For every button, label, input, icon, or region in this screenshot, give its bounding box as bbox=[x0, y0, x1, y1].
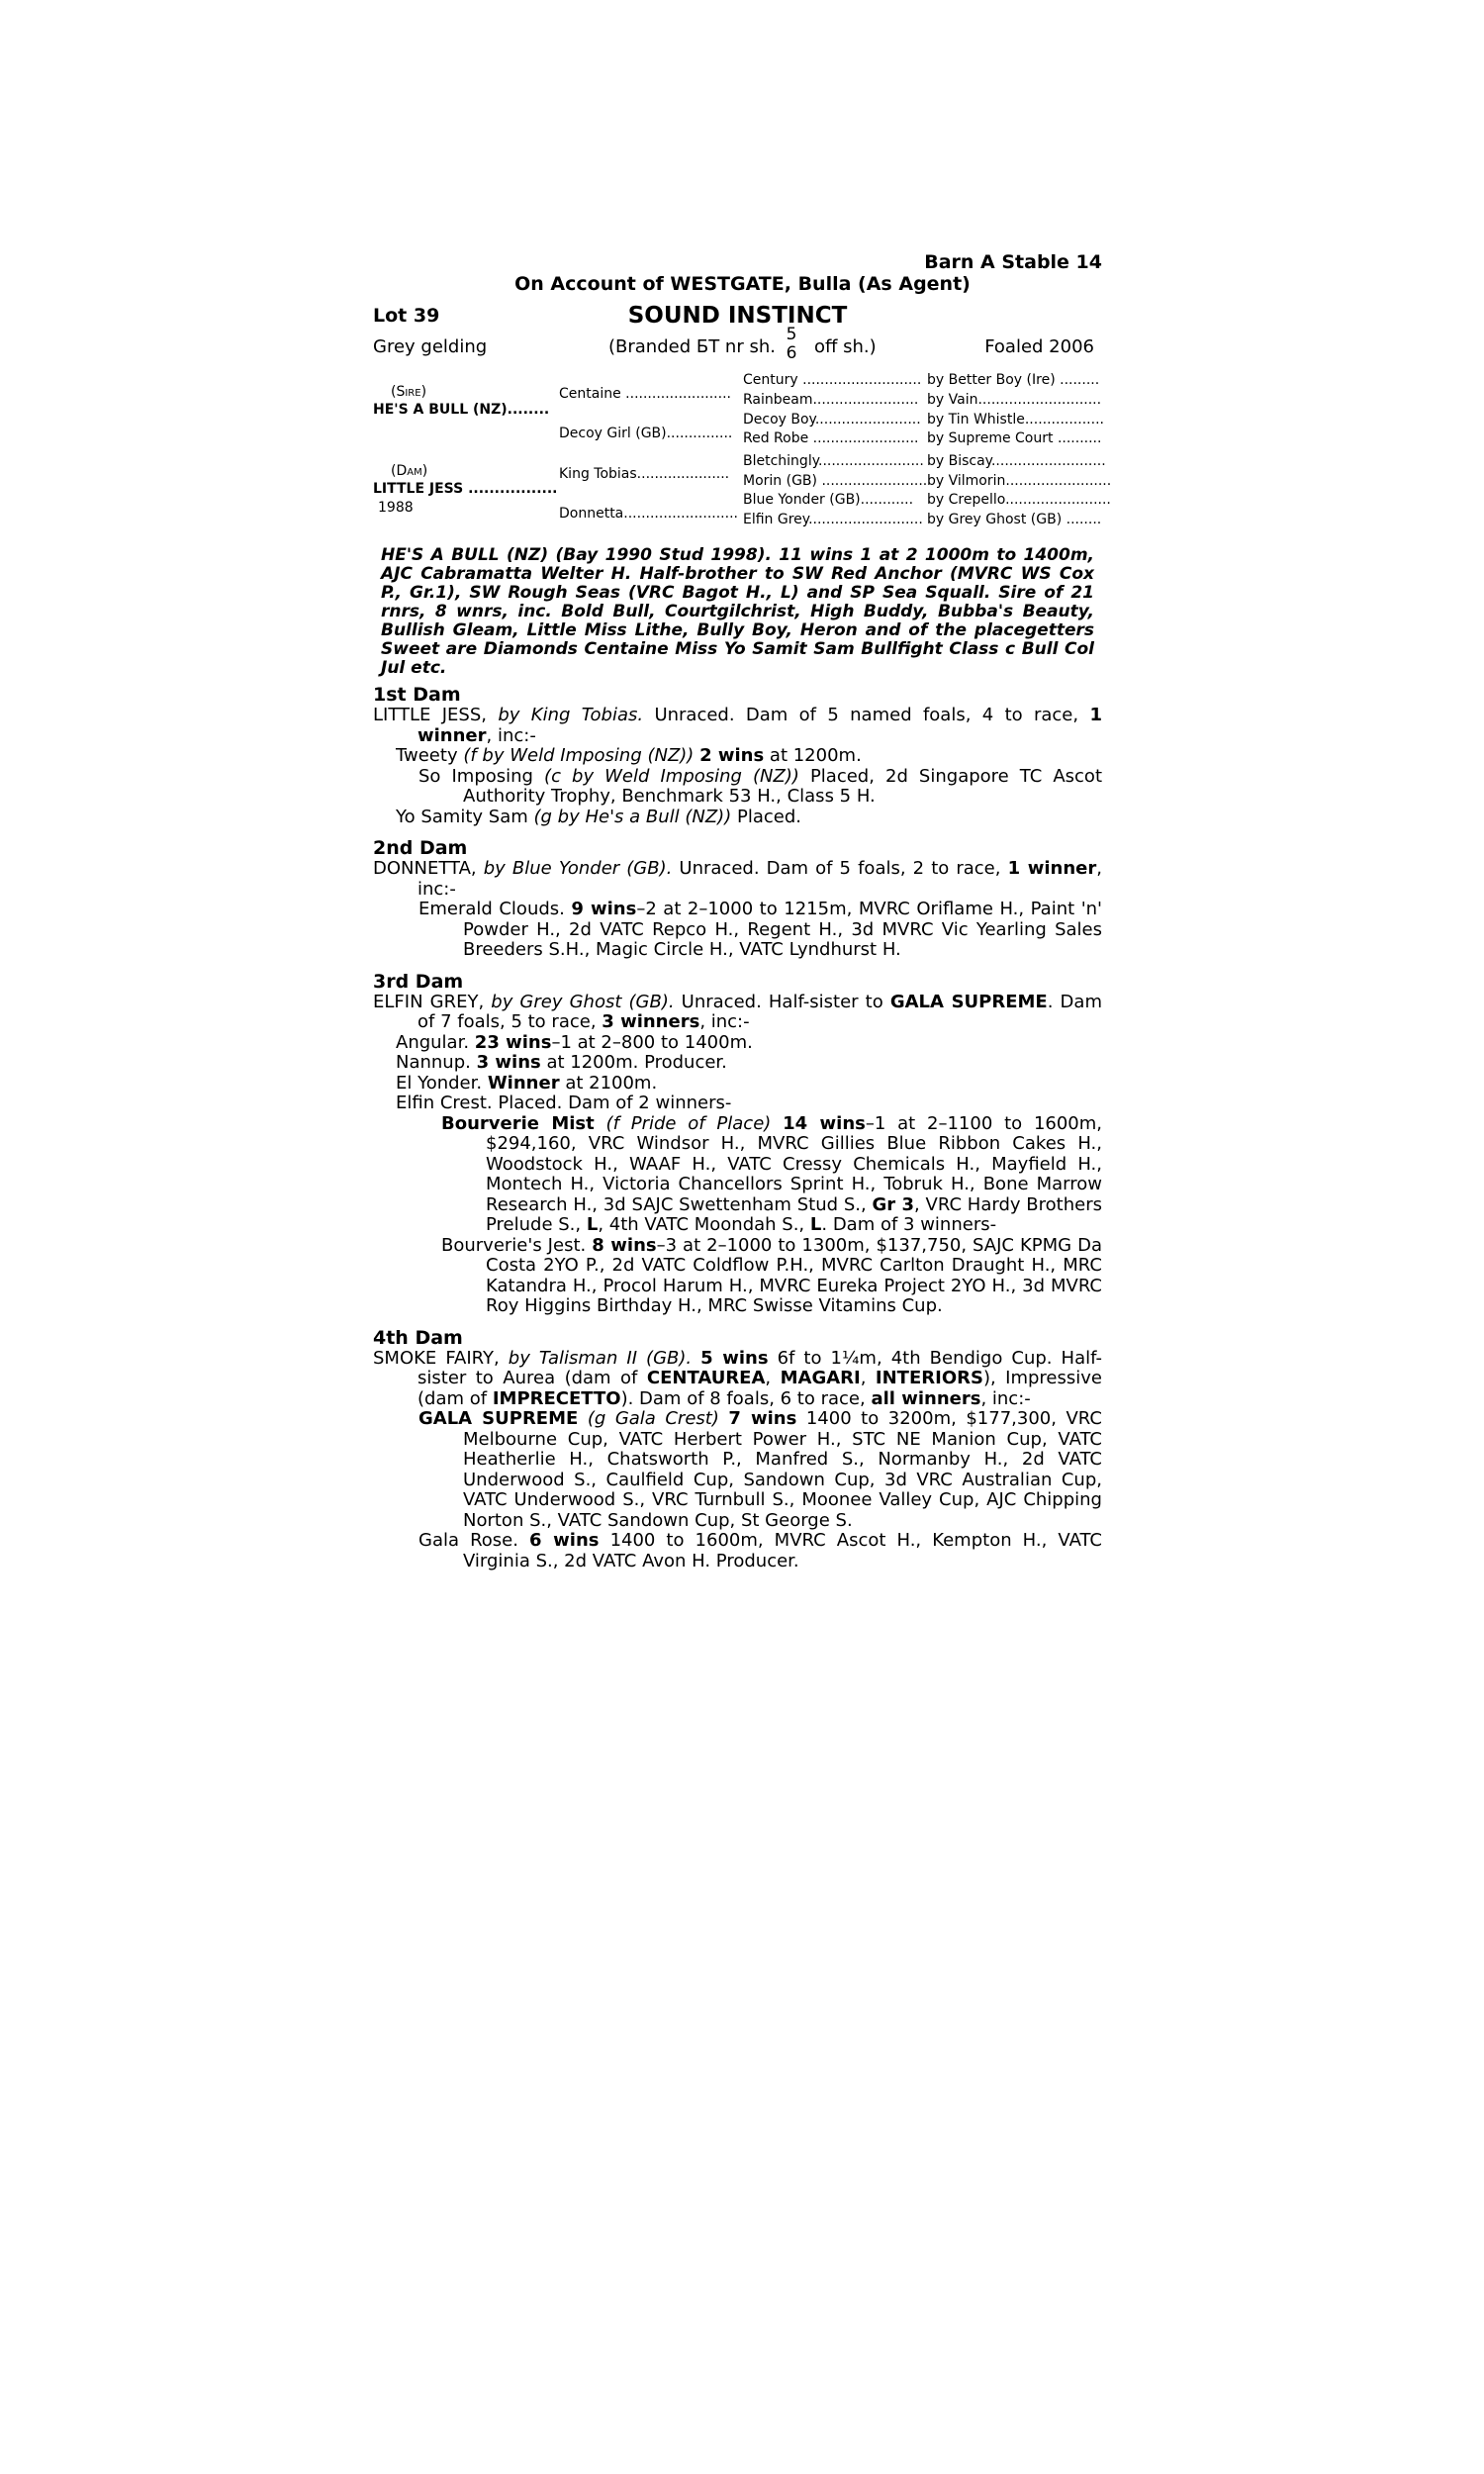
progeny-name: Bourverie Mist bbox=[441, 1112, 595, 1134]
dam-dam-text: Donnetta bbox=[559, 506, 624, 522]
progeny-record: –2 at 2–1000 to 1215m, MVRC Oriflame H., Paint 'n' Powder H., 2d VATC Repco H., Regent H., 3d MVRC Vic Yearling Sales Breeders S.H., Magic Circle H., VATC Lyndhurst H. bbox=[463, 899, 1102, 960]
dam4-bold-5: all winners bbox=[871, 1387, 981, 1409]
ds-sire-sire: by Biscay.......................... bbox=[927, 453, 1106, 469]
catalogue-page bbox=[373, 251, 1112, 1571]
ss-dam-text: Rainbeam bbox=[743, 392, 813, 408]
dd-sire-sire-text: by Crepello bbox=[927, 492, 1006, 508]
dam2-rest: Unraced. Dam of 5 foals, 2 to race, bbox=[679, 858, 1001, 879]
progeny-record: Placed, 2d Singapore TC Ascot Authority Trophy, Benchmark 53 H., Class 5 H. bbox=[463, 765, 1102, 807]
pedigree-table bbox=[373, 372, 1112, 540]
barn-stable: Barn A Stable 14 bbox=[924, 251, 1102, 273]
sd-sire-text: Decoy Boy bbox=[743, 412, 815, 428]
brand-fraction bbox=[784, 326, 799, 363]
progeny-name: Tweety bbox=[396, 745, 458, 766]
dd-sire-text: Blue Yonder (GB) bbox=[743, 492, 861, 508]
fourth-dam-heading: 4th Dam bbox=[373, 1326, 463, 1349]
dam4-rest3: ). Dam of 8 foals, 6 to race, bbox=[620, 1387, 866, 1409]
second-dam-heading: 2nd Dam bbox=[373, 837, 468, 859]
progeny-record: 1400 to 1600m, MVRC Ascot H., Kempton H., VATC Virginia S., 2d VATC Avon H. Producer. bbox=[463, 1530, 1102, 1571]
dam3-name: ELFIN GREY, bbox=[373, 991, 485, 1012]
sire-dam: Decoy Girl (GB)............... bbox=[559, 426, 733, 441]
progeny-record: at 1200m. Producer. bbox=[546, 1052, 727, 1073]
dam4-by: by Talisman II (GB). bbox=[508, 1347, 693, 1369]
progeny-name: GALA SUPREME bbox=[418, 1408, 579, 1429]
progeny-entry bbox=[373, 767, 1102, 808]
progeny-record: –1 at 2–800 to 1400m. bbox=[551, 1031, 753, 1053]
lot-row bbox=[373, 303, 1102, 333]
sire-name-text: HE'S A BULL (NZ) bbox=[373, 402, 508, 418]
second-dam-intro bbox=[373, 859, 1102, 900]
listed-mark: L bbox=[586, 1214, 599, 1235]
progeny-entry bbox=[373, 808, 1102, 828]
dam2-name: DONNETTA, bbox=[373, 858, 477, 879]
dam-dam: Donnetta.......................... bbox=[559, 506, 738, 522]
dam4-wins: 5 wins bbox=[700, 1347, 769, 1369]
listed-mark: L bbox=[809, 1214, 822, 1235]
progeny-entry bbox=[373, 900, 1102, 961]
fourth-dam-intro bbox=[373, 1349, 1102, 1410]
progeny-entry bbox=[373, 1074, 1102, 1094]
brand-text: (Branded БT nr sh. bbox=[608, 336, 776, 357]
dam2-winners: 1 winner bbox=[1007, 858, 1097, 879]
dd-sire: Blue Yonder (GB)............ bbox=[743, 492, 914, 508]
progeny-wins: 14 wins bbox=[783, 1112, 866, 1134]
progeny-record-2: , VRC Hardy Brothers Prelude S., bbox=[486, 1193, 1102, 1235]
dam3-by: by Grey Ghost (GB). bbox=[491, 991, 675, 1012]
progeny-wins: 7 wins bbox=[728, 1408, 797, 1429]
progeny-pedigree: (f Pride of Place) bbox=[605, 1112, 772, 1134]
ss-sire-text: Century bbox=[743, 372, 798, 388]
progeny-name: Gala Rose. bbox=[418, 1530, 518, 1551]
first-dam-intro bbox=[373, 706, 1102, 746]
dam3-rest: Unraced. Half-sister to bbox=[681, 991, 883, 1012]
dd-sire-sire: by Crepello........................ bbox=[927, 492, 1111, 508]
sire-sire: Centaine ........................ bbox=[559, 386, 731, 402]
dam-label: (Dam) bbox=[391, 463, 428, 479]
sd-dam-sire-text: by Supreme Court bbox=[927, 430, 1054, 446]
sd-dam: Red Robe ........................ bbox=[743, 430, 919, 446]
sd-sire: Decoy Boy........................ bbox=[743, 412, 921, 428]
ss-sire-sire-text: by Better Boy (Ire) bbox=[927, 372, 1056, 388]
sire-dam-text: Decoy Girl (GB) bbox=[559, 426, 667, 441]
progeny-record: at 1200m. bbox=[769, 745, 862, 766]
ss-sire-sire: by Better Boy (Ire) ......... bbox=[927, 372, 1100, 388]
progeny-entry bbox=[373, 1033, 1102, 1054]
progeny-record: at 2100m. bbox=[565, 1072, 658, 1094]
progeny-name: Emerald Clouds. bbox=[418, 899, 565, 919]
sire-label: (Sire) bbox=[391, 384, 427, 400]
ss-sire: Century ........................... bbox=[743, 372, 922, 388]
ds-sire-sire-text: by Biscay bbox=[927, 453, 991, 469]
third-dam-intro bbox=[373, 993, 1102, 1033]
progeny-entry bbox=[373, 1053, 1102, 1074]
dam2-by: by Blue Yonder (GB). bbox=[483, 858, 673, 879]
dam4-end: , inc:- bbox=[980, 1387, 1031, 1409]
sire-name: HE'S A BULL (NZ)........ bbox=[373, 402, 550, 418]
ss-dam: Rainbeam........................ bbox=[743, 392, 919, 408]
horse-description-row bbox=[373, 325, 1102, 372]
brand-top: 5 bbox=[786, 325, 797, 344]
dam1-winners: 1 winner bbox=[417, 705, 1102, 746]
progeny-record: –1 at 2–1100 to 1600m, $294,160, VRC Windsor H., MVRC Gillies Blue Ribbon Cakes H., Woodstock H., WAAF H., VATC Cressy Chemicals H., Mayfield H., Montech H., Victoria Chancellors Sprint H., Tobruk H., Bone Marrow Research H., 3d SAJC Swettenham Stud S., bbox=[486, 1112, 1103, 1215]
progeny-record: –3 at 2–1000 to 1300m, $137,750, SAJC KPMG Da Costa 2YO P., 2d VATC Coldflow P.H., MVRC Carlton Draught H., MRC Katandra H., Procol Harum H., MVRC Eureka Project 2YO H., 3d MVRC Roy Higgins Birthday H., MRC Swisse Vitamins Cup. bbox=[486, 1234, 1102, 1316]
dd-dam: Elfin Grey.......................... bbox=[743, 512, 923, 527]
dam3-rest2: . Dam of 7 foals, 5 to race, bbox=[417, 991, 1102, 1032]
dam4-bold-3: INTERIORS bbox=[875, 1368, 983, 1388]
progeny-name: Nannup. bbox=[396, 1052, 471, 1073]
foaled-year: Foaled 2006 bbox=[984, 336, 1094, 357]
dam3-end: , inc:- bbox=[699, 1011, 750, 1032]
dd-dam-text: Elfin Grey bbox=[743, 512, 809, 527]
progeny-entry bbox=[373, 746, 1102, 767]
progeny-name: Bourverie's Jest. bbox=[441, 1234, 587, 1256]
progeny-record-3: , 4th VATC Moondah S., bbox=[598, 1214, 805, 1235]
progeny-entry bbox=[373, 1409, 1102, 1531]
progeny-wins: 6 wins bbox=[529, 1530, 600, 1551]
dam-sire-text: King Tobias bbox=[559, 466, 637, 482]
progeny-name: Angular. bbox=[396, 1031, 470, 1053]
dd-dam-sire-text: by Grey Ghost (GB) bbox=[927, 512, 1063, 527]
sd-dam-sire: by Supreme Court .......... bbox=[927, 430, 1102, 446]
progeny-record: Placed. bbox=[736, 806, 801, 827]
ds-sire-text: Bletchingly bbox=[743, 453, 818, 469]
dam4-bold-2: MAGARI bbox=[780, 1368, 861, 1388]
progeny-record-4: . Dam of 3 winners- bbox=[821, 1214, 997, 1235]
ds-dam-sire: by Vilmorin........................ bbox=[927, 473, 1112, 489]
ds-dam-text: Morin (GB) bbox=[743, 473, 817, 489]
progeny-name: Yo Samity Sam bbox=[396, 806, 528, 827]
ss-dam-sire: by Vain............................ bbox=[927, 392, 1102, 408]
sd-dam-text: Red Robe bbox=[743, 430, 809, 446]
dam4-name: SMOKE FAIRY, bbox=[373, 1347, 500, 1369]
progeny-wins: 8 wins bbox=[592, 1234, 657, 1256]
sex-colour: Grey gelding bbox=[373, 336, 488, 357]
progeny-name: So Imposing bbox=[418, 765, 533, 787]
progeny-wins: 2 wins bbox=[699, 745, 765, 766]
dam-name-text: LITTLE JESS bbox=[373, 481, 464, 497]
group-grade: Gr 3 bbox=[872, 1193, 915, 1215]
grand-progeny-entry bbox=[373, 1114, 1102, 1236]
dam-year: 1988 bbox=[378, 500, 414, 516]
third-dam-heading: 3rd Dam bbox=[373, 970, 464, 993]
ds-sire: Bletchingly........................ bbox=[743, 453, 924, 469]
ds-dam: Morin (GB) ........................ bbox=[743, 473, 928, 489]
first-dam-heading: 1st Dam bbox=[373, 684, 461, 706]
dam1-rest: Unraced. Dam of 5 named foals, 4 to race, bbox=[654, 705, 1079, 725]
dam4-sep-2: , bbox=[860, 1368, 867, 1388]
progeny-pedigree: (c by Weld Imposing (NZ)) bbox=[544, 765, 799, 787]
sd-sire-sire-text: by Tin Whistle bbox=[927, 412, 1025, 428]
dam3-half-sibling: GALA SUPREME bbox=[889, 991, 1048, 1012]
progeny-pedigree: (g by He's a Bull (NZ)) bbox=[533, 806, 732, 827]
dam4-rest: 6f to 1¼m, 4th Bendigo Cup. Half-sister to Aurea (dam of bbox=[417, 1347, 1102, 1388]
dam4-bold-1: CENTAUREA bbox=[646, 1368, 766, 1388]
ss-dam-sire-text: by Vain bbox=[927, 392, 978, 408]
dam1-end: , inc:- bbox=[486, 724, 536, 746]
dam1-by: by King Tobias. bbox=[498, 705, 644, 725]
progeny-wins: 9 wins bbox=[571, 899, 637, 919]
progeny-wins: Winner bbox=[487, 1072, 560, 1094]
progeny-pedigree: (f by Weld Imposing (NZ)) bbox=[463, 745, 695, 766]
vendor-account: On Account of WESTGATE, Bulla (As Agent) bbox=[514, 273, 971, 295]
dam4-sep-1: , bbox=[765, 1368, 772, 1388]
dam3-winners: 3 winners bbox=[602, 1011, 700, 1032]
progeny-record: 1400 to 3200m, $177,300, VRC Melbourne Cup, VATC Herbert Power H., STC NE Manion Cup, VATC Heatherlie H., Chatsworth P., Manfred S., Normanby H., 2d VATC Underwood S., Caulfield Cup, Sandown Cup, 3d VRC Australian Cup, VATC Underwood S., VRC Turnbull S., Moonee Valley Cup, AJC Chipping Norton S., VATC Sandown Cup, St George S. bbox=[463, 1408, 1102, 1531]
ds-dam-sire-text: by Vilmorin bbox=[927, 473, 1006, 489]
dd-dam-sire: by Grey Ghost (GB) ........ bbox=[927, 512, 1102, 527]
brand-off: off sh.) bbox=[814, 336, 877, 357]
progeny-wins: 3 wins bbox=[476, 1052, 541, 1073]
sire-sire-text: Centaine bbox=[559, 386, 621, 402]
grand-progeny-entry bbox=[373, 1236, 1102, 1317]
sire-summary: HE'S A BULL (NZ) (Bay 1990 Stud 1998). 11 wins 1 at 2 1000m to 1400m, AJC Cabramatta Welter H. Half-brother to SW Red Anchor (MVRC WS Cox P., Gr.1), SW Rough Seas (VRC Bagot H., L) and SP Sea Squall. Sire of 21 rnrs, 8 wnrs, inc. Bold Bull, Courtgilchrist, High Buddy, Bubba's Beauty, Bullish Gleam, Little Miss Lithe, Bully Boy, Heron and of the placegetters Sweet are Diamonds Centaine Miss Yo Samit Sam Bullfight Class c Bull Col Jul etc. bbox=[381, 545, 1094, 678]
dam2-end: , inc:- bbox=[417, 858, 1102, 900]
progeny-entry bbox=[373, 1531, 1102, 1571]
lot-number: Lot 39 bbox=[373, 305, 440, 327]
horse-name: SOUND INSTINCT bbox=[627, 303, 848, 329]
progeny-wins: 23 wins bbox=[474, 1031, 552, 1053]
dam4-bold-4: IMPRECETTO bbox=[492, 1387, 621, 1409]
brand-bottom: 6 bbox=[786, 343, 797, 363]
dam-name: LITTLE JESS ................. bbox=[373, 481, 558, 497]
sd-sire-sire: by Tin Whistle.................. bbox=[927, 412, 1104, 428]
progeny-name: El Yonder. bbox=[396, 1072, 483, 1094]
dam1-name: LITTLE JESS, bbox=[373, 705, 488, 725]
dam-sire: King Tobias..................... bbox=[559, 466, 730, 482]
progeny-entry: Elfin Crest. Placed. Dam of 2 winners- bbox=[396, 1093, 732, 1113]
dam4-rest2: ), Impressive (dam of bbox=[417, 1368, 1102, 1409]
progeny-pedigree: (g Gala Crest) bbox=[587, 1408, 719, 1429]
